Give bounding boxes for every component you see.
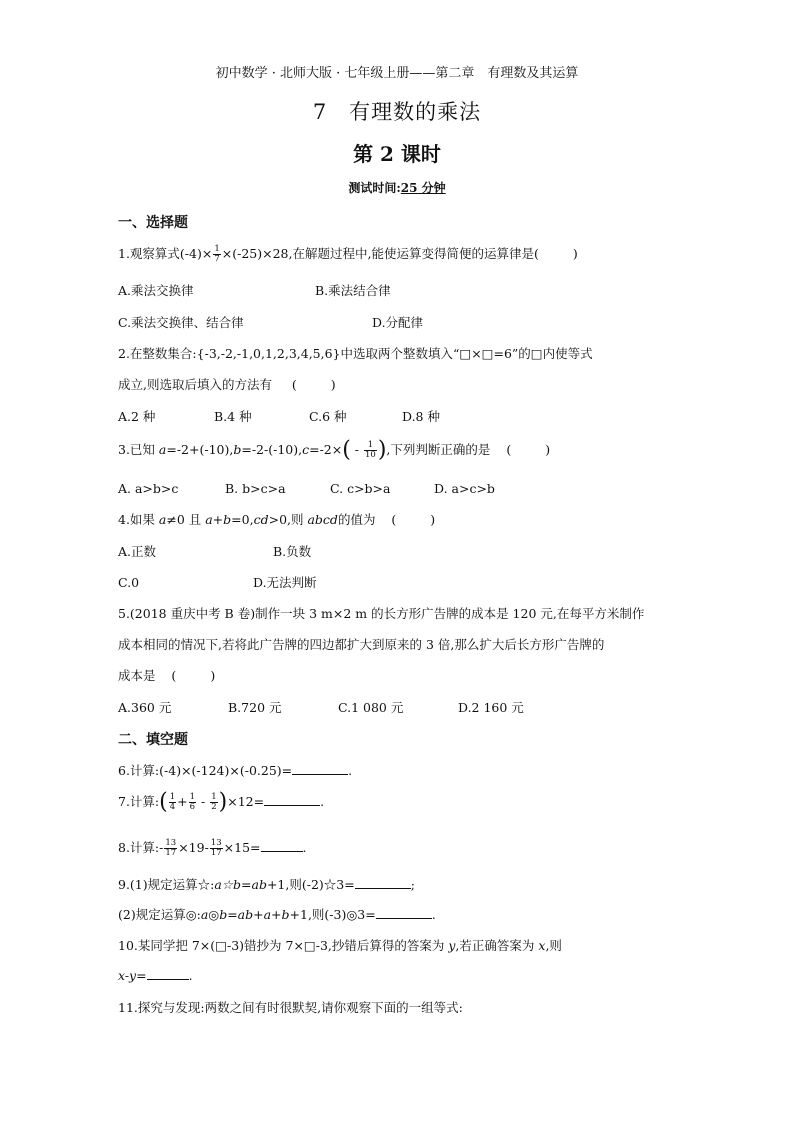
q7-f2-num: 1 xyxy=(189,792,196,802)
q7-f3-num: 1 xyxy=(211,792,217,802)
q7-plus: + xyxy=(177,794,188,809)
q3-t2: =-2+(-10), xyxy=(166,442,234,457)
q3-t1: 3.已知 xyxy=(118,442,159,457)
q7-f1-den: 4 xyxy=(169,802,176,812)
q2-option-b: B.4 种 xyxy=(214,409,252,424)
question-4 xyxy=(118,511,435,529)
q3-t3: =-2-(-10), xyxy=(241,442,303,457)
test-time-label: 测试时间: xyxy=(348,181,401,195)
q4-t3: =0, xyxy=(231,512,254,527)
q1-frac-den: 7 xyxy=(214,254,220,264)
q9-2-answer-blank[interactable] xyxy=(376,906,432,919)
q9-2-end: . xyxy=(431,907,436,922)
q8-f2-num: 13 xyxy=(210,838,222,848)
q2-text: 成立,则选取后填入的方法有 xyxy=(118,377,272,392)
q9-2-text-b: +1,则(-3)◎3= xyxy=(289,907,376,922)
q1-frac-num: 1 xyxy=(214,244,220,254)
q7-minus: - xyxy=(197,794,210,809)
q1-option-c: C.乘法交换律、结合律 xyxy=(118,315,244,330)
q5-text: 成本是 xyxy=(118,668,156,683)
q1-text-b: ×(-25)×28,在解题过程中,能使运算变得简便的运算律是( xyxy=(221,246,539,261)
q6-text: 6.计算:(-4)×(-124)×(-0.25)= xyxy=(118,763,293,778)
q9-1-text: 9.(1)规定运算☆: xyxy=(118,877,215,892)
question-2-line2 xyxy=(118,376,336,394)
q8-mid: ×19- xyxy=(178,840,209,855)
q3-paren-close: ) xyxy=(545,442,551,457)
question-10-line2 xyxy=(118,967,193,985)
q7-answer-blank[interactable] xyxy=(264,793,320,806)
q3-t5: ,下列判断正确的是 xyxy=(386,442,491,457)
q7-frac-3 xyxy=(210,793,217,812)
q8-text: 8.计算:- xyxy=(118,840,164,855)
q10-eq: = xyxy=(136,968,147,983)
q7-text-b: ×12= xyxy=(227,794,265,809)
q8-f2-den: 17 xyxy=(210,848,222,858)
q4-var-ab: a+b xyxy=(205,512,232,527)
q3-var-a: a xyxy=(158,442,167,457)
q4-option-a: A.正数 xyxy=(118,544,157,559)
q1-option-d: D.分配律 xyxy=(372,315,424,330)
q4-t2: ≠0 且 xyxy=(166,512,206,527)
question-1 xyxy=(118,245,578,264)
running-header: 初中数学 · 北师大版 · 七年级上册——第二章 有理数及其运算 xyxy=(215,66,579,81)
question-11: 11.探究与发现:两数之间有时很默契,请你观察下面的一组等式: xyxy=(118,1000,463,1015)
q4-t4: >0,则 xyxy=(268,512,308,527)
lesson-subtitle: 第 2 课时 xyxy=(353,142,441,166)
q1-option-b: B.乘法结合律 xyxy=(315,283,391,298)
q10-answer-blank[interactable] xyxy=(147,967,189,980)
q3-option-b: B. b>c>a xyxy=(225,481,286,496)
q7-rparen: ) xyxy=(218,789,228,815)
q2-paren-open: ( xyxy=(291,377,297,392)
q10-var-y: y xyxy=(448,938,456,953)
q5-option-a: A.360 元 xyxy=(118,700,172,715)
q5-option-b: B.720 元 xyxy=(228,700,282,715)
question-9-part2 xyxy=(118,906,436,924)
q8-frac-2 xyxy=(210,839,223,858)
q1-paren-close: ) xyxy=(572,246,578,261)
q4-t5: 的值为 xyxy=(337,512,376,527)
question-5-line1: 5.(2018 重庆中考 B 卷)制作一块 3 m×2 m 的长方形广告牌的成本是 120 元,在每平方米制作 xyxy=(118,606,645,621)
q5-paren-open: ( xyxy=(171,668,177,683)
q3-option-c: C. c>b>a xyxy=(330,481,391,496)
q4-option-d: D.无法判断 xyxy=(253,575,317,590)
q1-fraction xyxy=(213,245,220,264)
q7-frac-2 xyxy=(189,793,196,812)
q8-frac-1 xyxy=(164,839,177,858)
q10-end: . xyxy=(188,968,193,983)
q10-var-x: x xyxy=(538,938,546,953)
q8-f1-den: 17 xyxy=(165,848,177,858)
question-5-line3 xyxy=(118,667,215,685)
question-2-line1: 2.在整数集合:{-3,-2,-1,0,1,2,3,4,5,6}中选取两个整数填入“□×□=6”的□内使等式 xyxy=(118,346,593,361)
q3-var-b: b xyxy=(233,442,242,457)
q6-end: . xyxy=(348,763,353,778)
lesson-title: 7 有理数的乘法 xyxy=(312,100,482,124)
q2-option-c: C.6 种 xyxy=(309,409,347,424)
q8-f1-num: 13 xyxy=(165,838,177,848)
q3-frac-den: 10 xyxy=(365,450,376,460)
q4-var-abcd: abcd xyxy=(307,512,338,527)
q5-option-d: D.2 160 元 xyxy=(458,700,524,715)
q1-option-a: A.乘法交换律 xyxy=(118,283,194,298)
test-time-value: 25 分钟 xyxy=(400,181,446,195)
question-9-part1 xyxy=(118,876,415,894)
question-5-line2: 成本相同的情况下,若将此广告牌的四边都扩大到原来的 3 倍,那么扩大后长方形广告牌的 xyxy=(118,637,605,652)
q4-t1: 4.如果 xyxy=(118,512,159,527)
q10-text-b: ,若正确答案为 xyxy=(455,938,539,953)
question-6 xyxy=(118,762,352,780)
q3-fraction xyxy=(364,441,377,460)
q4-option-c: C.0 xyxy=(118,575,140,590)
q9-2-expr: a◎b=ab+a+b xyxy=(200,907,290,922)
q4-var-cd: cd xyxy=(253,512,269,527)
q1-text-a: 1.观察算式(-4)× xyxy=(118,246,213,261)
q7-text: 7.计算: xyxy=(118,794,160,809)
q3-t4: =-2× xyxy=(309,442,343,457)
q9-1-text-b: +1,则(-2)☆3= xyxy=(266,877,355,892)
q7-f1-num: 1 xyxy=(169,792,176,802)
q3-minus: - xyxy=(350,442,363,457)
q8-answer-blank[interactable] xyxy=(261,839,303,852)
q4-option-b: B.负数 xyxy=(273,544,312,559)
q4-var-a: a xyxy=(158,512,167,527)
q9-2-text: (2)规定运算◎: xyxy=(118,907,201,922)
q8-end: . xyxy=(302,840,307,855)
section-choice: 一、选择题 xyxy=(118,215,188,231)
q7-lparen: ( xyxy=(159,789,168,815)
q8-text-b: ×15= xyxy=(223,840,261,855)
q7-f2-den: 6 xyxy=(189,802,196,812)
q3-frac-num: 1 xyxy=(364,441,377,451)
q3-lparen: ( xyxy=(342,437,351,463)
question-7 xyxy=(118,789,325,815)
section-fill: 二、填空题 xyxy=(118,732,188,748)
q3-rparen: ) xyxy=(377,437,387,463)
q7-end: . xyxy=(320,794,325,809)
q3-paren-open: ( xyxy=(506,442,512,457)
q10-expr: x-y xyxy=(118,968,137,983)
q7-f3-den: 2 xyxy=(211,802,217,812)
q2-option-a: A.2 种 xyxy=(118,409,156,424)
q9-1-end: ; xyxy=(410,877,415,892)
q3-option-a: A. a>b>c xyxy=(118,481,179,496)
question-10-line1 xyxy=(118,937,562,955)
q10-text-a: 10.某同学把 7×(□-3)错抄为 7×□-3,抄错后算得的答案为 xyxy=(118,938,449,953)
q5-paren-close: ) xyxy=(210,668,216,683)
q5-option-c: C.1 080 元 xyxy=(338,700,404,715)
test-time xyxy=(0,179,794,196)
q9-1-answer-blank[interactable] xyxy=(355,876,411,889)
q10-text-c: ,则 xyxy=(545,938,562,953)
q3-option-d: D. a>c>b xyxy=(434,481,495,496)
q6-answer-blank[interactable] xyxy=(292,762,348,775)
question-3 xyxy=(118,437,551,463)
q9-1-expr: a☆b=ab xyxy=(214,877,267,892)
q4-paren-open: ( xyxy=(391,512,397,527)
q3-var-c: c xyxy=(302,442,310,457)
q2-paren-close: ) xyxy=(330,377,336,392)
q7-frac-1 xyxy=(169,793,176,812)
q4-paren-close: ) xyxy=(430,512,436,527)
question-8 xyxy=(118,839,306,858)
q2-option-d: D.8 种 xyxy=(402,409,440,424)
